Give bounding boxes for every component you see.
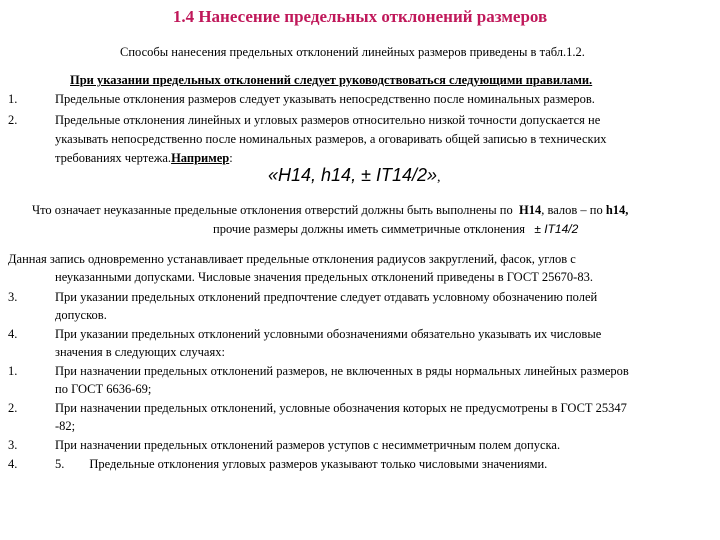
- list-item-number: 2.: [8, 401, 18, 415]
- text-segment: , валов – по: [541, 203, 603, 217]
- formula: [268, 165, 441, 186]
- list-item-text: указывать непосредственно после номинальных размеров, а оговаривать общей записью в технических: [55, 132, 607, 146]
- list-item-text: При указании предельных отклонений условными обозначениями обязательно указывать их числовые: [55, 327, 602, 341]
- list-item-text: Предельные отклонения размеров следует указывать непосредственно после номинальных размеров.: [55, 92, 595, 106]
- list-item-text: Предельные отклонения линейных и угловых размеров относительно низкой точности допускается не: [55, 113, 601, 127]
- list-item-text: значения в следующих случаях:: [55, 345, 225, 359]
- formula-text: «H14, h14, ± IT14/2»: [268, 165, 437, 185]
- list-item-number: 4.: [8, 457, 18, 471]
- list-item-text: -82;: [55, 419, 76, 433]
- list-item-text: по ГОСТ 6636-69;: [55, 382, 152, 396]
- list-item-text: При назначении предельных отклонений размеров уступов с несимметричным полем допуска.: [55, 438, 561, 452]
- text-segment: H14: [519, 203, 542, 217]
- inline-formula: ± IT14/2: [534, 222, 579, 236]
- list-item-number: 2.: [8, 113, 18, 127]
- list-item-number: 4.: [8, 327, 18, 341]
- list-item-text: При назначении предельных отклонений размеров, не включенных в ряды нормальных линейных размеров: [55, 364, 629, 378]
- text-segment: :: [229, 151, 233, 165]
- text-segment: Что означает неуказанные предельные отклонения отверстий должны быть выполнены по: [32, 203, 513, 217]
- intro-text: Способы нанесения предельных отклонений линейных размеров приведены в табл.1.2.: [120, 45, 585, 59]
- text-segment: прочие размеры должны иметь симметричные отклонения: [213, 222, 525, 236]
- example-label: Например: [171, 151, 230, 165]
- text-segment: h14,: [605, 203, 629, 217]
- list-item-text: 5. Предельные отклонения угловых размеров указывают только числовыми значениями.: [55, 457, 548, 471]
- list-item-number: 3.: [8, 438, 18, 452]
- list-item-number: 3.: [8, 290, 18, 304]
- list-item-number: 1.: [8, 364, 18, 378]
- rule-heading: При указании предельных отклонений следует руководствоваться следующими правилами.: [70, 73, 593, 87]
- list-item-text: При указании предельных отклонений предпочтение следует отдавать условному обозначению полей: [55, 290, 598, 304]
- formula-tail: ,: [437, 170, 441, 185]
- page-title: 1.4 Нанесение предельных отклонений размеров: [172, 7, 548, 26]
- list-item-number: 1.: [8, 92, 18, 106]
- list-item-text: При назначении предельных отклонений, условные обозначения которых не предусмотрены в ГОСТ 25347: [55, 401, 627, 415]
- list-item-text: [55, 151, 233, 166]
- explanation-line: [32, 203, 628, 218]
- text-segment: требованиях чертежа.: [55, 151, 172, 165]
- list-item-text: допусков.: [55, 308, 107, 322]
- paragraph-line: неуказанными допусками. Числовые значения предельных отклонений приведены в ГОСТ 25670-83.: [55, 270, 593, 284]
- paragraph-line: Данная запись одновременно устанавливает предельные отклонения радиусов закруглений, фасок, углов с: [8, 252, 576, 266]
- explanation-line: [213, 222, 578, 237]
